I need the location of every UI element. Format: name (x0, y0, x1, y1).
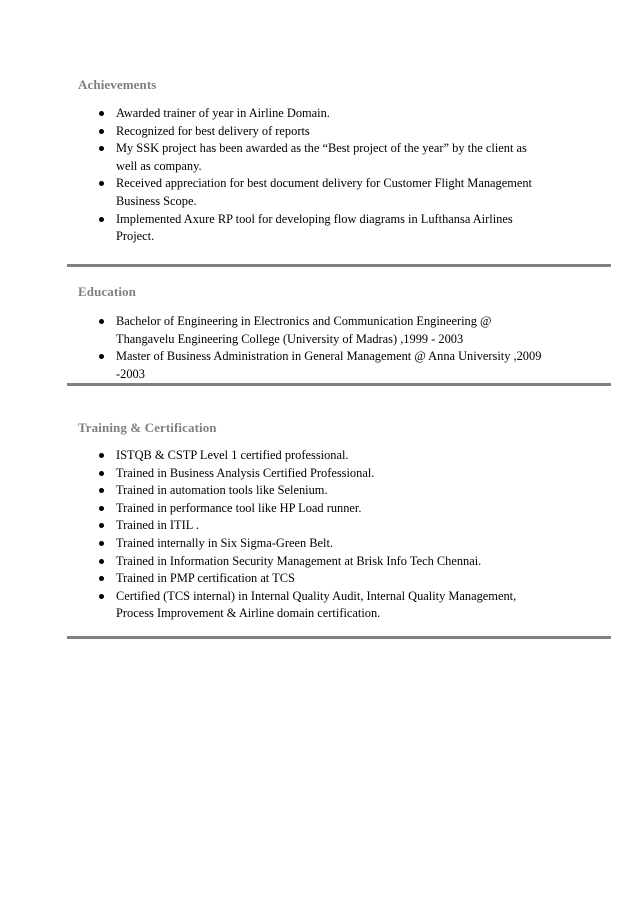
bullet-icon (99, 488, 104, 493)
bullet-icon (99, 181, 104, 186)
list-item: My SSK project has been awarded as the “Best project of the year” by the client as well as company. (67, 140, 587, 175)
list-item: Trained in automation tools like Selenium. (67, 482, 587, 500)
bullet-icon (99, 576, 104, 581)
list-item: Recognized for best delivery of reports (67, 123, 587, 141)
list-item: Trained in ITIL . (67, 517, 587, 535)
bullet-icon (99, 471, 104, 476)
list-item: Awarded trainer of year in Airline Domain. (67, 105, 587, 123)
list-item: Bachelor of Engineering in Electronics and Communication Engineering @ Thangavelu Engineering College (University of Madras) ,1999 - 2003 (67, 313, 587, 348)
list-item: ISTQB & CSTP Level 1 certified professional. (67, 447, 587, 465)
bullet-icon (99, 129, 104, 134)
section-divider (67, 636, 611, 639)
bullet-icon (99, 111, 104, 116)
education-list (67, 313, 587, 383)
list-item: Master of Business Administration in General Management @ Anna University ,2009 -2003 (67, 348, 587, 383)
bullet-icon (99, 146, 104, 151)
list-item: Trained in Business Analysis Certified Professional. (67, 465, 587, 483)
training-heading: Training & Certification (78, 420, 217, 435)
list-item: Received appreciation for best document delivery for Customer Flight Management Business Scope. (67, 175, 587, 210)
bullet-icon (99, 217, 104, 222)
education-heading: Education (78, 284, 136, 299)
bullet-icon (99, 319, 104, 324)
achievements-list (67, 105, 587, 246)
training-list (67, 447, 587, 623)
bullet-icon (99, 541, 104, 546)
bullet-icon (99, 453, 104, 458)
bullet-icon (99, 354, 104, 359)
list-item: Trained internally in Six Sigma-Green Belt. (67, 535, 587, 553)
list-item: Trained in performance tool like HP Load runner. (67, 500, 587, 518)
bullet-icon (99, 523, 104, 528)
list-item: Certified (TCS internal) in Internal Quality Audit, Internal Quality Management, Process Improvement & Airline domain certification. (67, 588, 587, 623)
achievements-heading: Achievements (78, 77, 157, 92)
bullet-icon (99, 506, 104, 511)
section-divider (67, 383, 611, 386)
bullet-icon (99, 594, 104, 599)
section-divider (67, 264, 611, 267)
list-item: Trained in PMP certification at TCS (67, 570, 587, 588)
bullet-icon (99, 559, 104, 564)
list-item: Implemented Axure RP tool for developing flow diagrams in Lufthansa Airlines Project. (67, 211, 587, 246)
list-item: Trained in Information Security Management at Brisk Info Tech Chennai. (67, 553, 587, 571)
